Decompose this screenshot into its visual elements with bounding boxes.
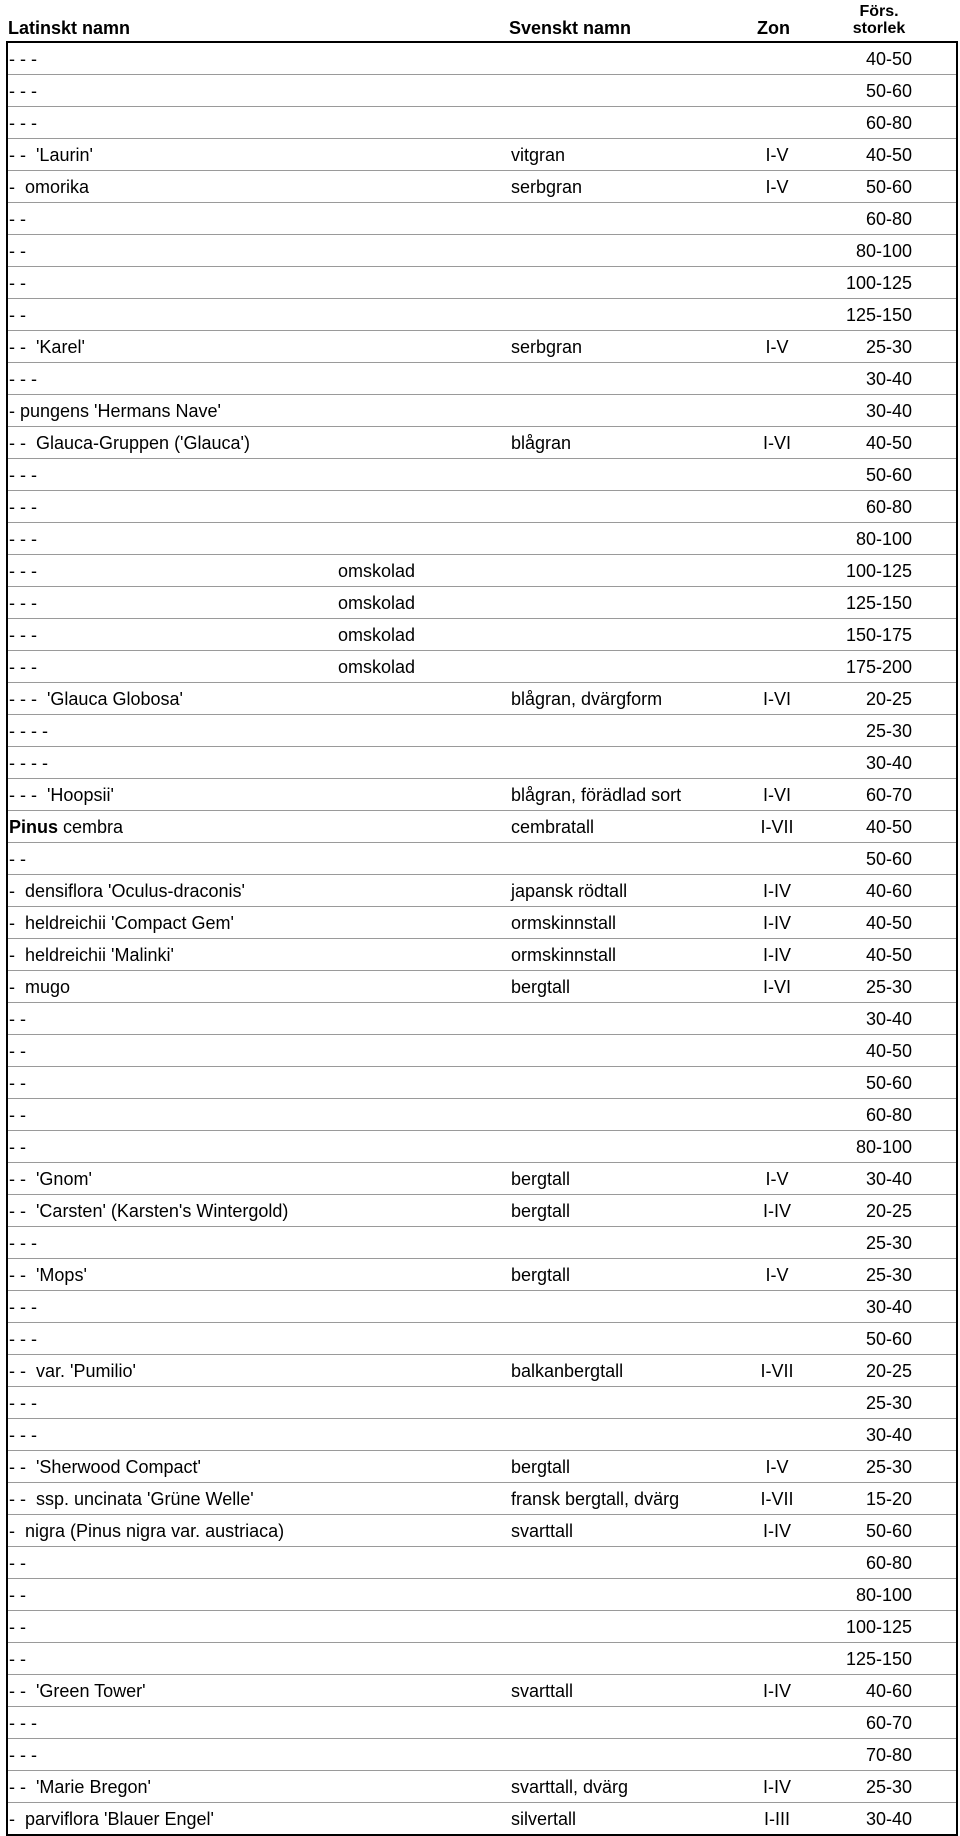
table-row <box>8 1707 956 1739</box>
zone-cell: I-V <box>765 1169 789 1189</box>
size-cell: 60-70 <box>865 1713 912 1733</box>
zone-cell: I-VII <box>760 1489 794 1509</box>
latin-name-text: - - - 'Hoopsii' <box>9 785 114 805</box>
note-cell: omskolad <box>338 625 416 645</box>
latin-name-text: - - - <box>9 369 37 389</box>
size-cell: 25-30 <box>865 1233 912 1253</box>
latin-name-cell <box>9 1324 37 1355</box>
table-row <box>8 1451 956 1483</box>
latin-name-cell <box>9 1420 37 1451</box>
size-cell: 30-40 <box>865 1425 912 1445</box>
zone-cell: I-III <box>764 1809 790 1829</box>
table-row <box>8 619 956 651</box>
zone-cell: I-IV <box>762 1681 791 1701</box>
size-cell: 30-40 <box>865 1009 912 1029</box>
latin-name-cell <box>9 556 37 587</box>
size-cell: 100-125 <box>845 1617 912 1637</box>
latin-name-text: - - - <box>9 1233 37 1253</box>
size-cell: 30-40 <box>865 1809 912 1829</box>
table-row <box>8 1195 956 1227</box>
latin-name-cell <box>9 1196 288 1227</box>
swedish-name-cell: bergtall <box>511 1457 571 1477</box>
latin-name-text: - nigra (Pinus nigra var. austriaca) <box>9 1521 285 1541</box>
swedish-name-cell: blågran, förädlad sort <box>511 785 682 805</box>
size-cell: 25-30 <box>865 977 912 997</box>
latin-name-cell <box>9 44 37 75</box>
size-cell: 25-30 <box>865 1777 912 1797</box>
latin-name-cell <box>9 1644 26 1675</box>
size-cell: 50-60 <box>865 465 912 485</box>
swedish-name-cell: ormskinnstall <box>511 945 617 965</box>
latin-name-text: - - 'Laurin' <box>9 145 93 165</box>
latin-name-cell <box>9 1388 37 1419</box>
latin-name-text: - - <box>9 273 26 293</box>
swedish-name-cell: balkanbergtall <box>511 1361 624 1381</box>
genus-name: Pinus <box>9 817 59 837</box>
latin-name-cell <box>9 1740 37 1771</box>
table-row <box>8 1067 956 1099</box>
table-row <box>8 1771 956 1803</box>
latin-name-text: - - <box>9 1137 26 1157</box>
swedish-name-cell: svarttall <box>511 1681 574 1701</box>
latin-name-cell <box>9 908 234 939</box>
latin-name-text: - - - <box>9 1745 37 1765</box>
latin-name-cell <box>9 1452 201 1483</box>
table-row <box>8 1035 956 1067</box>
latin-name-text: cembra <box>58 817 124 837</box>
latin-name-text: - - - <box>9 497 37 517</box>
note-cell: omskolad <box>338 657 416 677</box>
latin-name-text: - - - <box>9 81 37 101</box>
size-cell: 100-125 <box>845 273 912 293</box>
latin-name-cell <box>9 1228 37 1259</box>
latin-name-cell <box>9 204 26 235</box>
latin-name-text: - mugo <box>9 977 71 997</box>
swedish-name-cell: blågran, dvärgform <box>511 689 663 709</box>
size-cell: 30-40 <box>865 753 912 773</box>
zone-cell: I-IV <box>762 1521 791 1541</box>
size-cell: 40-50 <box>865 817 912 837</box>
header-zone: Zon <box>757 18 790 38</box>
swedish-name-cell: serbgran <box>511 337 583 357</box>
latin-name-text: - - - <box>9 1713 37 1733</box>
swedish-name-cell: bergtall <box>511 977 571 997</box>
latin-name-text: - heldreichii 'Compact Gem' <box>9 913 234 933</box>
table-row <box>8 1131 956 1163</box>
latin-name-text: - - <box>9 1009 26 1029</box>
latin-name-cell <box>9 332 85 363</box>
latin-name-cell <box>9 108 37 139</box>
size-cell: 60-80 <box>865 1553 912 1573</box>
latin-name-cell <box>9 1292 37 1323</box>
size-cell: 60-80 <box>865 1105 912 1125</box>
table-row <box>8 1355 956 1387</box>
size-cell: 50-60 <box>865 849 912 869</box>
latin-name-cell <box>9 524 37 555</box>
zone-cell: I-V <box>765 145 789 165</box>
size-cell: 50-60 <box>865 177 912 197</box>
size-cell: 25-30 <box>865 1393 912 1413</box>
table-row <box>8 43 956 75</box>
size-cell: 50-60 <box>865 1521 912 1541</box>
table-row <box>8 139 956 171</box>
size-cell: 150-175 <box>845 625 912 645</box>
zone-cell: I-IV <box>762 945 791 965</box>
size-cell: 20-25 <box>865 689 912 709</box>
latin-name-cell <box>9 76 37 107</box>
latin-name-text: - - - <box>9 465 37 485</box>
latin-name-text: - densiflora 'Oculus-draconis' <box>9 881 245 901</box>
table-row <box>8 1291 956 1323</box>
zone-cell: I-VII <box>760 817 794 837</box>
header-size-line2: storlek <box>852 20 906 37</box>
zone-cell: I-IV <box>762 1201 791 1221</box>
latin-name-cell <box>9 652 37 683</box>
size-cell: 50-60 <box>865 1073 912 1093</box>
table-row <box>8 1003 956 1035</box>
latin-name-cell <box>9 1356 136 1387</box>
table-row <box>8 1163 956 1195</box>
latin-name-cell <box>9 684 183 715</box>
swedish-name-cell: vitgran <box>511 145 566 165</box>
size-cell: 50-60 <box>865 81 912 101</box>
latin-name-text: - - <box>9 1617 26 1637</box>
size-cell: 125-150 <box>845 1649 912 1669</box>
table-row <box>8 107 956 139</box>
swedish-name-cell: serbgran <box>511 177 583 197</box>
latin-name-text: - - - - <box>9 721 48 741</box>
latin-name-cell <box>9 1164 92 1195</box>
header-swedish-name: Svenskt namn <box>509 18 632 38</box>
zone-cell: I-VI <box>762 689 791 709</box>
table-row <box>8 363 956 395</box>
table-row <box>8 1611 956 1643</box>
size-cell: 40-50 <box>865 145 912 165</box>
table-row <box>8 491 956 523</box>
table-row <box>8 939 956 971</box>
size-cell: 175-200 <box>845 657 912 677</box>
latin-name-text: - - - <box>9 529 37 549</box>
latin-name-text: - - <box>9 1073 26 1093</box>
latin-name-cell <box>9 1804 214 1835</box>
latin-name-text: - omorika <box>9 177 90 197</box>
size-cell: 70-80 <box>865 1745 912 1765</box>
size-cell: 80-100 <box>855 1137 912 1157</box>
size-cell: 40-50 <box>865 1041 912 1061</box>
latin-name-cell <box>9 396 221 427</box>
latin-name-text: - - - <box>9 113 37 133</box>
latin-name-text: - - ssp. uncinata 'Grüne Welle' <box>9 1489 254 1509</box>
size-cell: 80-100 <box>855 1585 912 1605</box>
plant-table <box>6 0 958 1836</box>
latin-name-text: - - <box>9 241 26 261</box>
latin-name-cell <box>9 1548 26 1579</box>
latin-name-cell <box>9 428 250 459</box>
size-cell: 60-80 <box>865 209 912 229</box>
table-body <box>6 43 958 1836</box>
size-cell: 25-30 <box>865 1457 912 1477</box>
latin-name-cell <box>9 460 37 491</box>
swedish-name-cell: cembratall <box>511 817 595 837</box>
latin-name-text: - - - <box>9 1329 37 1349</box>
size-cell: 60-80 <box>865 113 912 133</box>
latin-name-text: - - - <box>9 1297 37 1317</box>
table-row <box>8 1515 956 1547</box>
size-cell: 20-25 <box>865 1201 912 1221</box>
size-cell: 80-100 <box>855 529 912 549</box>
latin-name-text: - - <box>9 849 26 869</box>
size-cell: 40-50 <box>865 913 912 933</box>
size-cell: 40-50 <box>865 49 912 69</box>
size-cell: 125-150 <box>845 305 912 325</box>
latin-name-text: - - - <box>9 625 37 645</box>
latin-name-cell <box>9 620 37 651</box>
table-row <box>8 1675 956 1707</box>
table-header <box>6 0 958 43</box>
latin-name-text: - - - <box>9 1393 37 1413</box>
latin-name-cell <box>9 1036 26 1067</box>
size-cell: 40-50 <box>865 945 912 965</box>
table-row <box>8 1099 956 1131</box>
table-row <box>8 683 956 715</box>
latin-name-text: - - - <box>9 593 37 613</box>
latin-name-cell <box>9 1004 26 1035</box>
swedish-name-cell: svarttall, dvärg <box>511 1777 629 1797</box>
latin-name-text: - - - - <box>9 753 48 773</box>
zone-cell: I-V <box>765 1457 789 1477</box>
latin-name-cell <box>9 1068 26 1099</box>
latin-name-cell <box>9 844 26 875</box>
table-row <box>8 715 956 747</box>
zone-cell: I-V <box>765 1265 789 1285</box>
latin-name-cell <box>9 492 37 523</box>
zone-cell: I-IV <box>762 1777 791 1797</box>
size-cell: 125-150 <box>845 593 912 613</box>
latin-name-text: - - <box>9 305 26 325</box>
latin-name-cell <box>9 1772 151 1803</box>
table-row <box>8 1803 956 1834</box>
latin-name-text: - - 'Green Tower' <box>9 1681 146 1701</box>
header-size-line1: Förs. <box>859 3 899 20</box>
zone-cell: I-V <box>765 177 789 197</box>
table-row <box>8 779 956 811</box>
table-row <box>8 971 956 1003</box>
size-cell: 20-25 <box>865 1361 912 1381</box>
latin-name-text: - - <box>9 209 26 229</box>
size-cell: 30-40 <box>865 369 912 389</box>
table-row <box>8 427 956 459</box>
table-row <box>8 171 956 203</box>
latin-name-text: - parviflora 'Blauer Engel' <box>9 1809 214 1829</box>
size-cell: 15-20 <box>865 1489 912 1509</box>
latin-name-cell <box>9 1612 26 1643</box>
latin-name-text: - heldreichii 'Malinki' <box>9 945 174 965</box>
swedish-name-cell: bergtall <box>511 1169 571 1189</box>
latin-name-cell <box>9 1580 26 1611</box>
latin-name-text: - - 'Mops' <box>9 1265 87 1285</box>
latin-name-cell <box>9 588 37 619</box>
latin-name-text: - - <box>9 1105 26 1125</box>
latin-name-cell <box>9 876 245 907</box>
table-row <box>8 523 956 555</box>
latin-name-cell <box>9 716 48 747</box>
latin-name-text: - - - <box>9 561 37 581</box>
latin-name-text: - - 'Carsten' (Karsten's Wintergold) <box>9 1201 289 1221</box>
table-row <box>8 843 956 875</box>
size-cell: 60-70 <box>865 785 912 805</box>
latin-name-text: - - 'Marie Bregon' <box>9 1777 151 1797</box>
table-row <box>8 1227 956 1259</box>
table-row <box>8 299 956 331</box>
size-cell: 25-30 <box>865 1265 912 1285</box>
latin-name-text: - - <box>9 1041 26 1061</box>
table-row <box>8 587 956 619</box>
table-row <box>8 235 956 267</box>
header-size <box>850 3 908 37</box>
size-cell: 80-100 <box>855 241 912 261</box>
latin-name-text: - - var. 'Pumilio' <box>9 1361 136 1381</box>
table-row <box>8 651 956 683</box>
latin-name-cell <box>9 236 26 267</box>
table-row <box>8 1547 956 1579</box>
note-cell: omskolad <box>338 593 416 613</box>
latin-name-cell <box>9 1484 254 1515</box>
swedish-name-cell: svarttall <box>511 1521 574 1541</box>
latin-name-text: - - - <box>9 49 37 69</box>
latin-name-text: - - 'Karel' <box>9 337 85 357</box>
size-cell: 60-80 <box>865 497 912 517</box>
latin-name-cell <box>9 972 70 1003</box>
latin-name-cell <box>9 364 37 395</box>
latin-name-cell <box>9 172 89 203</box>
latin-name-cell <box>9 300 26 331</box>
size-cell: 40-60 <box>865 881 912 901</box>
table-row <box>8 267 956 299</box>
table-row <box>8 1579 956 1611</box>
latin-name-cell <box>9 1100 26 1131</box>
latin-name-cell <box>9 1260 87 1291</box>
table-row <box>8 203 956 235</box>
zone-cell: I-VI <box>762 977 791 997</box>
table-row <box>8 1419 956 1451</box>
latin-name-text: - - Glauca-Gruppen ('Glauca') <box>9 433 250 453</box>
table-row <box>8 331 956 363</box>
table-row <box>8 1323 956 1355</box>
table-row <box>8 555 956 587</box>
latin-name-text: - - - <box>9 1425 37 1445</box>
latin-name-cell <box>9 1132 26 1163</box>
size-cell: 25-30 <box>865 337 912 357</box>
size-cell: 30-40 <box>865 1169 912 1189</box>
table-row <box>8 1387 956 1419</box>
table-row <box>8 747 956 779</box>
latin-name-cell <box>9 748 48 779</box>
table-row <box>8 811 956 843</box>
zone-cell: I-VII <box>760 1361 794 1381</box>
latin-name-cell <box>9 1516 284 1547</box>
swedish-name-cell: japansk rödtall <box>511 881 628 901</box>
latin-name-cell <box>9 812 123 843</box>
table-row <box>8 75 956 107</box>
latin-name-cell <box>9 1676 146 1707</box>
size-cell: 30-40 <box>865 1297 912 1317</box>
table-row <box>8 1739 956 1771</box>
table-row <box>8 875 956 907</box>
size-cell: 30-40 <box>865 401 912 421</box>
header-latin-name: Latinskt namn <box>8 18 131 38</box>
swedish-name-cell: silvertall <box>511 1809 577 1829</box>
latin-name-cell <box>9 780 114 811</box>
table-row <box>8 907 956 939</box>
table-row <box>8 1643 956 1675</box>
table-row <box>8 459 956 491</box>
latin-name-text: - - <box>9 1585 26 1605</box>
swedish-name-cell: blågran <box>511 433 572 453</box>
swedish-name-cell: fransk bergtall, dvärg <box>511 1489 680 1509</box>
latin-name-text: - - <box>9 1649 26 1669</box>
latin-name-text: - pungens 'Hermans Nave' <box>9 401 221 421</box>
table-row <box>8 1259 956 1291</box>
zone-cell: I-IV <box>762 881 791 901</box>
latin-name-cell <box>9 940 174 971</box>
latin-name-text: - - - <box>9 657 37 677</box>
size-cell: 40-50 <box>865 433 912 453</box>
latin-name-text: - - - 'Glauca Globosa' <box>9 689 183 709</box>
swedish-name-cell: bergtall <box>511 1265 571 1285</box>
size-cell: 40-60 <box>865 1681 912 1701</box>
latin-name-text: - - <box>9 1553 26 1573</box>
zone-cell: I-IV <box>762 913 791 933</box>
size-cell: 100-125 <box>845 561 912 581</box>
zone-cell: I-VI <box>762 785 791 805</box>
zone-cell: I-VI <box>762 433 791 453</box>
latin-name-cell <box>9 140 93 171</box>
size-cell: 25-30 <box>865 721 912 741</box>
note-cell: omskolad <box>338 561 416 581</box>
size-cell: 50-60 <box>865 1329 912 1349</box>
table-row <box>8 395 956 427</box>
swedish-name-cell: bergtall <box>511 1201 571 1221</box>
latin-name-text: - - 'Gnom' <box>9 1169 92 1189</box>
table-row <box>8 1483 956 1515</box>
zone-cell: I-V <box>765 337 789 357</box>
latin-name-cell <box>9 268 26 299</box>
latin-name-text: - - 'Sherwood Compact' <box>9 1457 201 1477</box>
latin-name-cell <box>9 1708 37 1739</box>
swedish-name-cell: ormskinnstall <box>511 913 617 933</box>
